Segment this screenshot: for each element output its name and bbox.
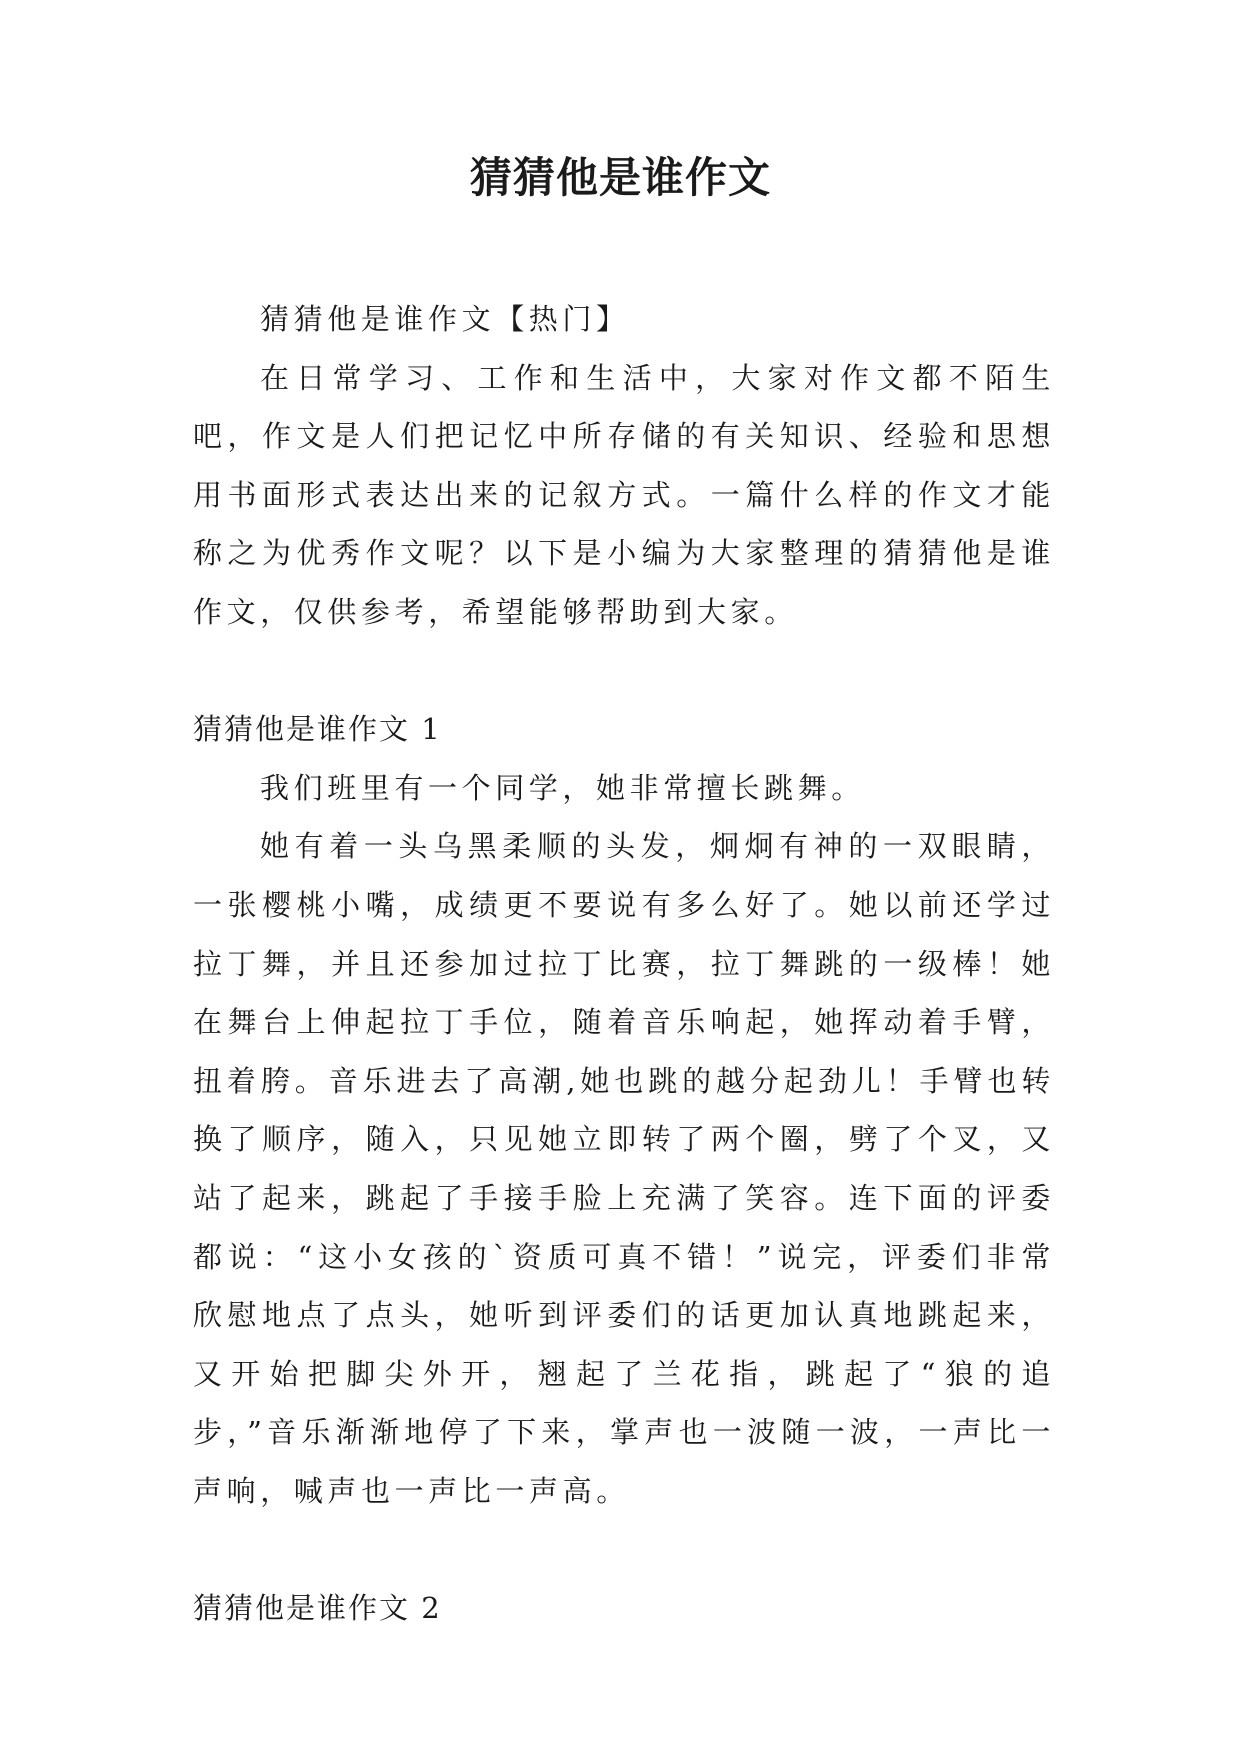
document-title: 猜猜他是谁作文 — [469, 153, 771, 202]
section-spacer — [193, 1520, 1055, 1579]
intro-title: 猜猜他是谁作文【热门】 — [260, 302, 630, 336]
section-spacer — [193, 642, 1055, 701]
intro-paragraph: 在日常学习、工作和生活中，大家对作文都不陌生吧，作文是人们把记忆中所存储的有关知识、经验和思想用书面形式表达出来的记叙方式。一篇什么样的作文才能称之为优秀作文呢？以下是小编为大家整理的猜猜他是谁作文，仅供参考，希望能够帮助到大家。 — [193, 360, 1055, 629]
document-body — [193, 290, 1055, 1638]
section-1-paragraph-1: 我们班里有一个同学，她非常擅长跳舞。 — [260, 770, 865, 805]
section-heading-2: 猜猜他是谁作文 2 — [193, 1591, 442, 1626]
section-1-paragraph-2: 她有着一头乌黑柔顺的头发，炯炯有神的一双眼睛，一张樱桃小嘴，成绩更不要说有多么好了。她以前还学过拉丁舞，并且还参加过拉丁比赛，拉丁舞跳的一级棒！她在舞台上伸起拉丁手位，随着音乐响起，她挥动着手臂，扭着胯。音乐进去了高潮,她也跳的越分起劲儿！手臂也转换了顺序，随入，只见她立即转了两个圈，劈了个叉，又站了起来，跳起了手接手脸上充满了笑容。连下面的评委都说：“这小女孩的`资质可真不错！”说完，评委们非常欣慰地点了点头，她听到评委们的话更加认真地跳起来，又开始把脚尖外开，翘起了兰花指，跳起了“狼的追步，”音乐渐渐地停了下来，掌声也一波随一波，一声比一声响，喊声也一声比一声高。 — [193, 829, 1055, 1508]
section-heading-1: 猜猜他是谁作文 1 — [193, 712, 442, 747]
